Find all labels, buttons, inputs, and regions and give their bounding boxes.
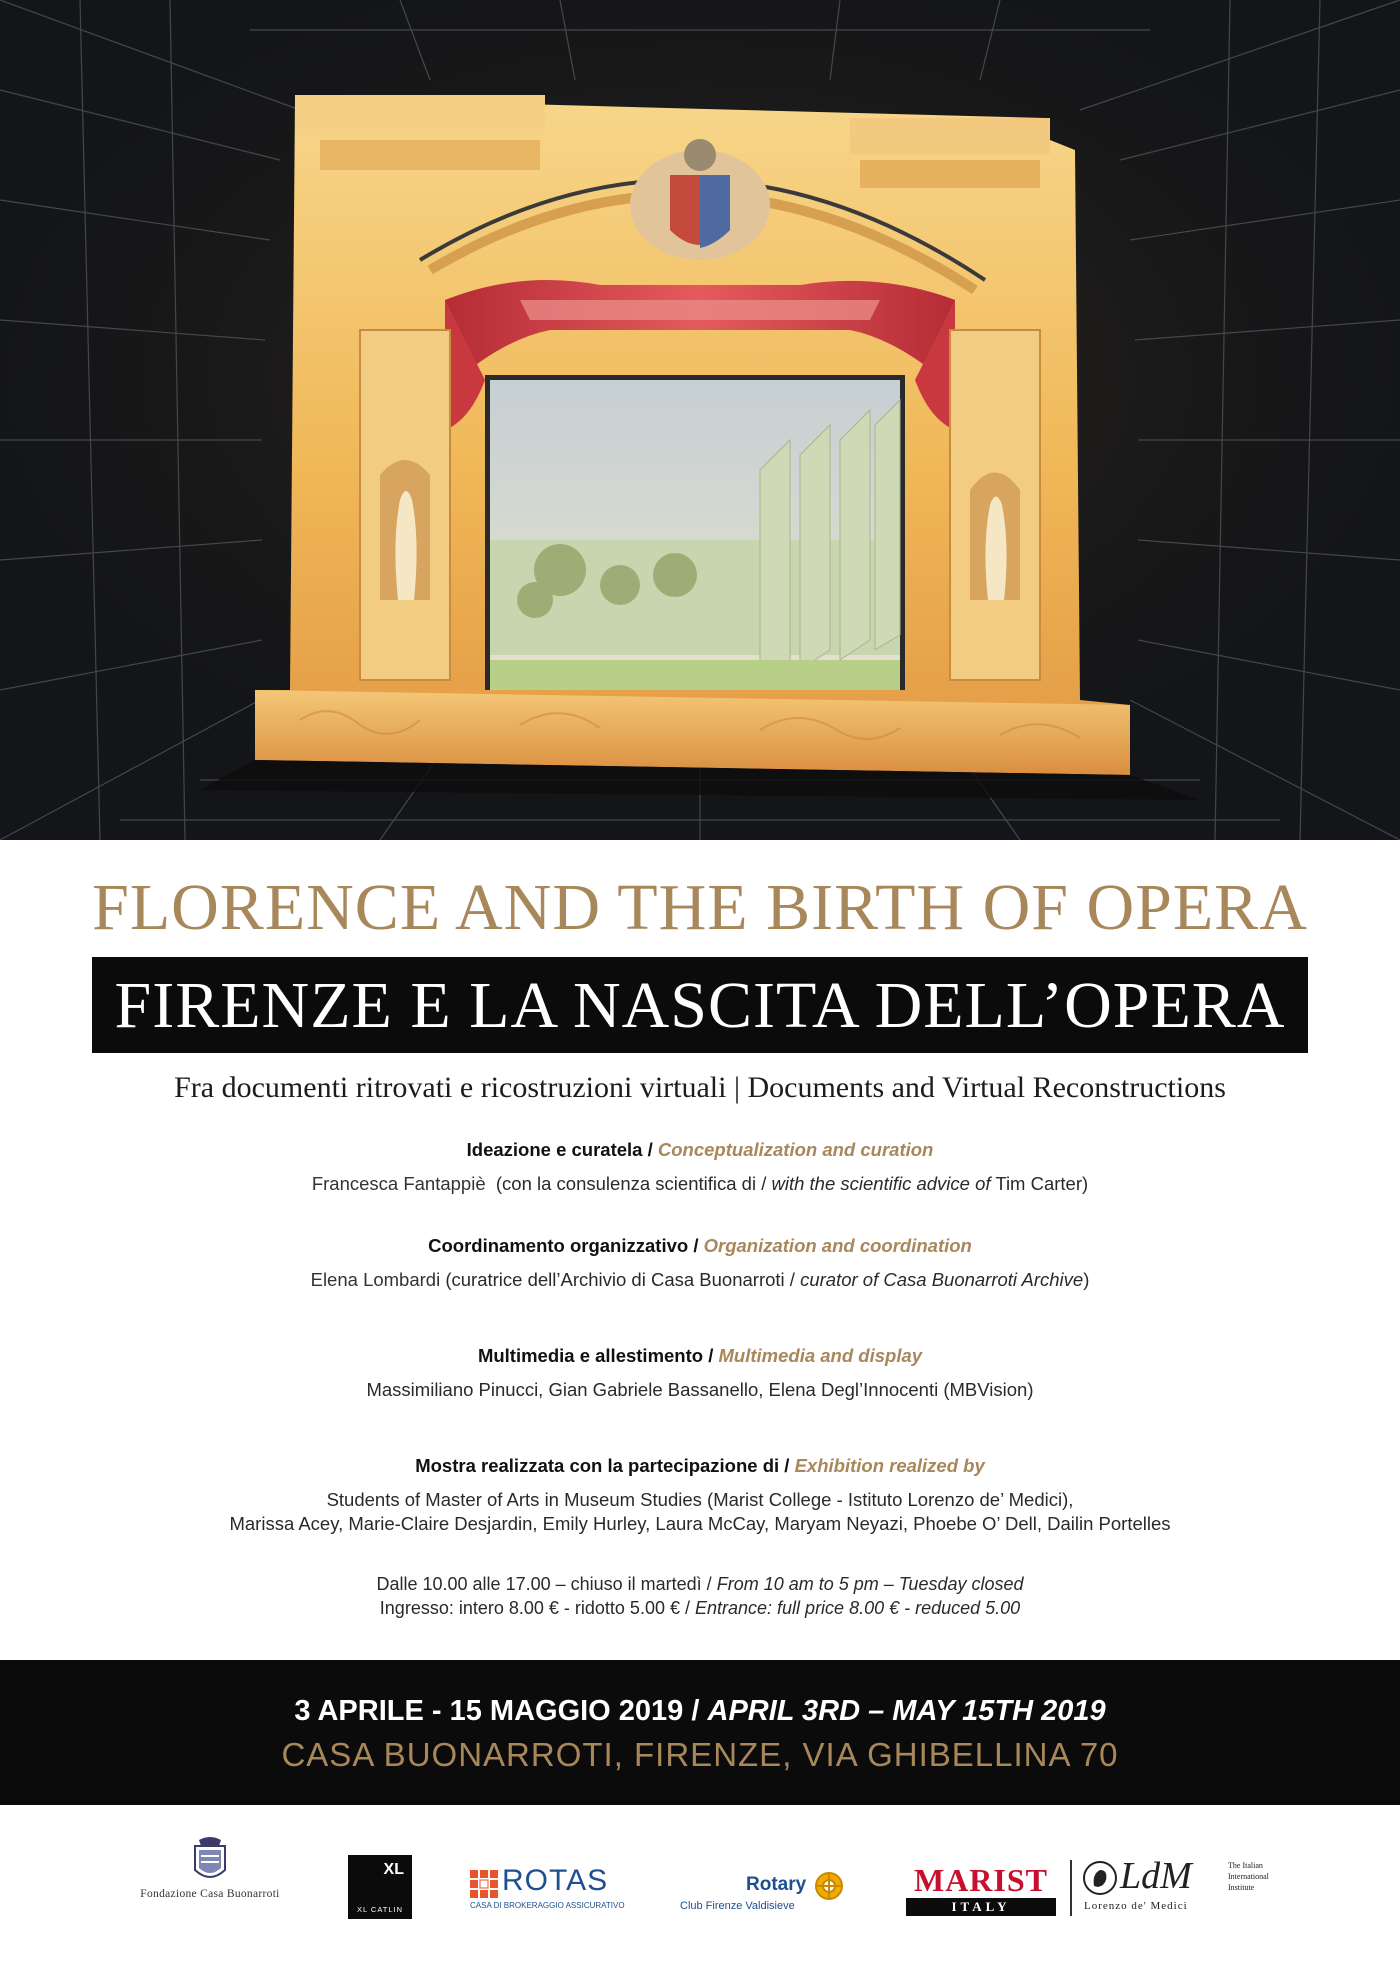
heading-english: Exhibition realized by (794, 1455, 985, 1476)
heading-italian: Coordinamento organizzativo / (428, 1235, 699, 1256)
ldm-line-3: Institute (1228, 1883, 1255, 1892)
exhibition-dates (0, 1691, 1400, 1731)
venue-address: CASA BUONARROTI, FIRENZE, VIA GHIBELLINA 70 (281, 1736, 1119, 1773)
credit-coordination-line (0, 1266, 1400, 1294)
title-italian-banner (92, 957, 1308, 1053)
coordinator-name: Elena Lombardi (310, 1269, 441, 1290)
coordination-note-end: ) (1083, 1269, 1090, 1290)
hours-italian: Dalle 10.00 alle 17.00 – chiuso il martedì / (376, 1574, 712, 1594)
marist-logo (906, 1862, 1056, 1918)
dates-english: APRIL 3RD – MAY 15TH 2019 (707, 1695, 1106, 1727)
credit-exhibition-heading (0, 1452, 1400, 1480)
tickets-italian: Ingresso: intero 8.00 € - ridotto 5.00 € / (379, 1598, 690, 1618)
ldm-name: LdM (1120, 1855, 1192, 1897)
logo-divider (1070, 1860, 1072, 1916)
heading-italian: Ideazione e curatela / (466, 1139, 653, 1160)
fondazione-caption: Fondazione Casa Buonarroti (140, 1888, 280, 1900)
marist-name: MARIST (913, 1862, 1048, 1898)
subtitle: Fra documenti ritrovati e ricostruzioni virtuali | Documents and Virtual Reconstructions (174, 1071, 1226, 1104)
heading-italian: Multimedia e allestimento / (477, 1345, 714, 1366)
stage-reconstruction-illustration (0, 0, 1400, 840)
curation-note-end: Tim Carter) (995, 1173, 1089, 1194)
ticket-prices (0, 1596, 1400, 1621)
ldm-logo (1082, 1855, 1302, 1922)
rotary-wheel-icon (814, 1871, 844, 1901)
heading-english: Multimedia and display (718, 1345, 923, 1366)
credit-exhibition-line2: Marissa Acey, Marie-Claire Desjardin, Emily Hurley, Laura McCay, Maryam Neyazi, Phoebe O’ Dell, Dailin Portelles (229, 1513, 1171, 1534)
rotas-grid-icon (470, 1870, 498, 1898)
credit-multimedia-names: Massimiliano Pinucci, Gian Gabriele Bassanello, Elena Degl’Innocenti (MBVision) (366, 1379, 1034, 1400)
hero-image (0, 0, 1400, 840)
rotary-club: Club Firenze Valdisieve (680, 1900, 795, 1912)
heading-italian: Mostra realizzata con la partecipazione di / (415, 1455, 790, 1476)
rotas-name: ROTAS (502, 1864, 609, 1897)
xl-name: XL CATLIN (356, 1905, 404, 1914)
heading-english: Conceptualization and curation (657, 1139, 934, 1160)
curation-note-italian: (con la consulenza scientifica di / (495, 1173, 767, 1194)
rotas-logo (470, 1864, 630, 1916)
ldm-line-2: International (1228, 1872, 1269, 1881)
fondazione-crest-logo (175, 1836, 245, 1886)
xl-catlin-logo (348, 1855, 412, 1919)
credit-curation-line (0, 1170, 1400, 1198)
title-italian: FIRENZE E LA NASCITA DELL’OPERA (114, 969, 1286, 1042)
title-english: FLORENCE AND THE BIRTH OF OPERA (92, 871, 1308, 944)
rotary-name: Rotary (746, 1874, 807, 1895)
marist-country: ITALY (906, 1898, 1056, 1916)
credit-multimedia-heading (0, 1342, 1400, 1370)
ldm-tagline (1228, 1860, 1269, 1893)
rotary-logo (680, 1868, 850, 1918)
opening-hours (0, 1572, 1400, 1597)
rotas-tagline: CASA DI BROKERAGGIO ASSICURATIVO (470, 1901, 625, 1910)
ldm-line-1: The Italian (1228, 1861, 1263, 1870)
coordination-note-english: curator of Casa Buonarroti Archive (800, 1269, 1084, 1290)
credit-exhibition-line1: Students of Master of Arts in Museum Studies (Marist College - Istituto Lorenzo de’ Medici), (326, 1489, 1074, 1510)
ldm-subtitle: Lorenzo de' Medici (1084, 1900, 1188, 1912)
dates-italian: 3 APRILE - 15 MAGGIO 2019 / (294, 1695, 700, 1727)
curator-name: Francesca Fantappiè (311, 1173, 486, 1194)
credit-coordination-heading (0, 1232, 1400, 1260)
tickets-english: Entrance: full price 8.00 € - reduced 5.00 (695, 1598, 1021, 1618)
medici-profile-icon (1082, 1860, 1118, 1896)
curation-note-english: with the scientific advice of (771, 1173, 991, 1194)
hours-english: From 10 am to 5 pm – Tuesday closed (716, 1574, 1024, 1594)
coat-of-arms-icon (175, 1836, 245, 1886)
xl-mark: XL (383, 1861, 404, 1878)
heading-english: Organization and coordination (703, 1235, 972, 1256)
credit-curation-heading (0, 1136, 1400, 1164)
coordination-note-italian: (curatrice dell’Archivio di Casa Buonarroti / (445, 1269, 795, 1290)
